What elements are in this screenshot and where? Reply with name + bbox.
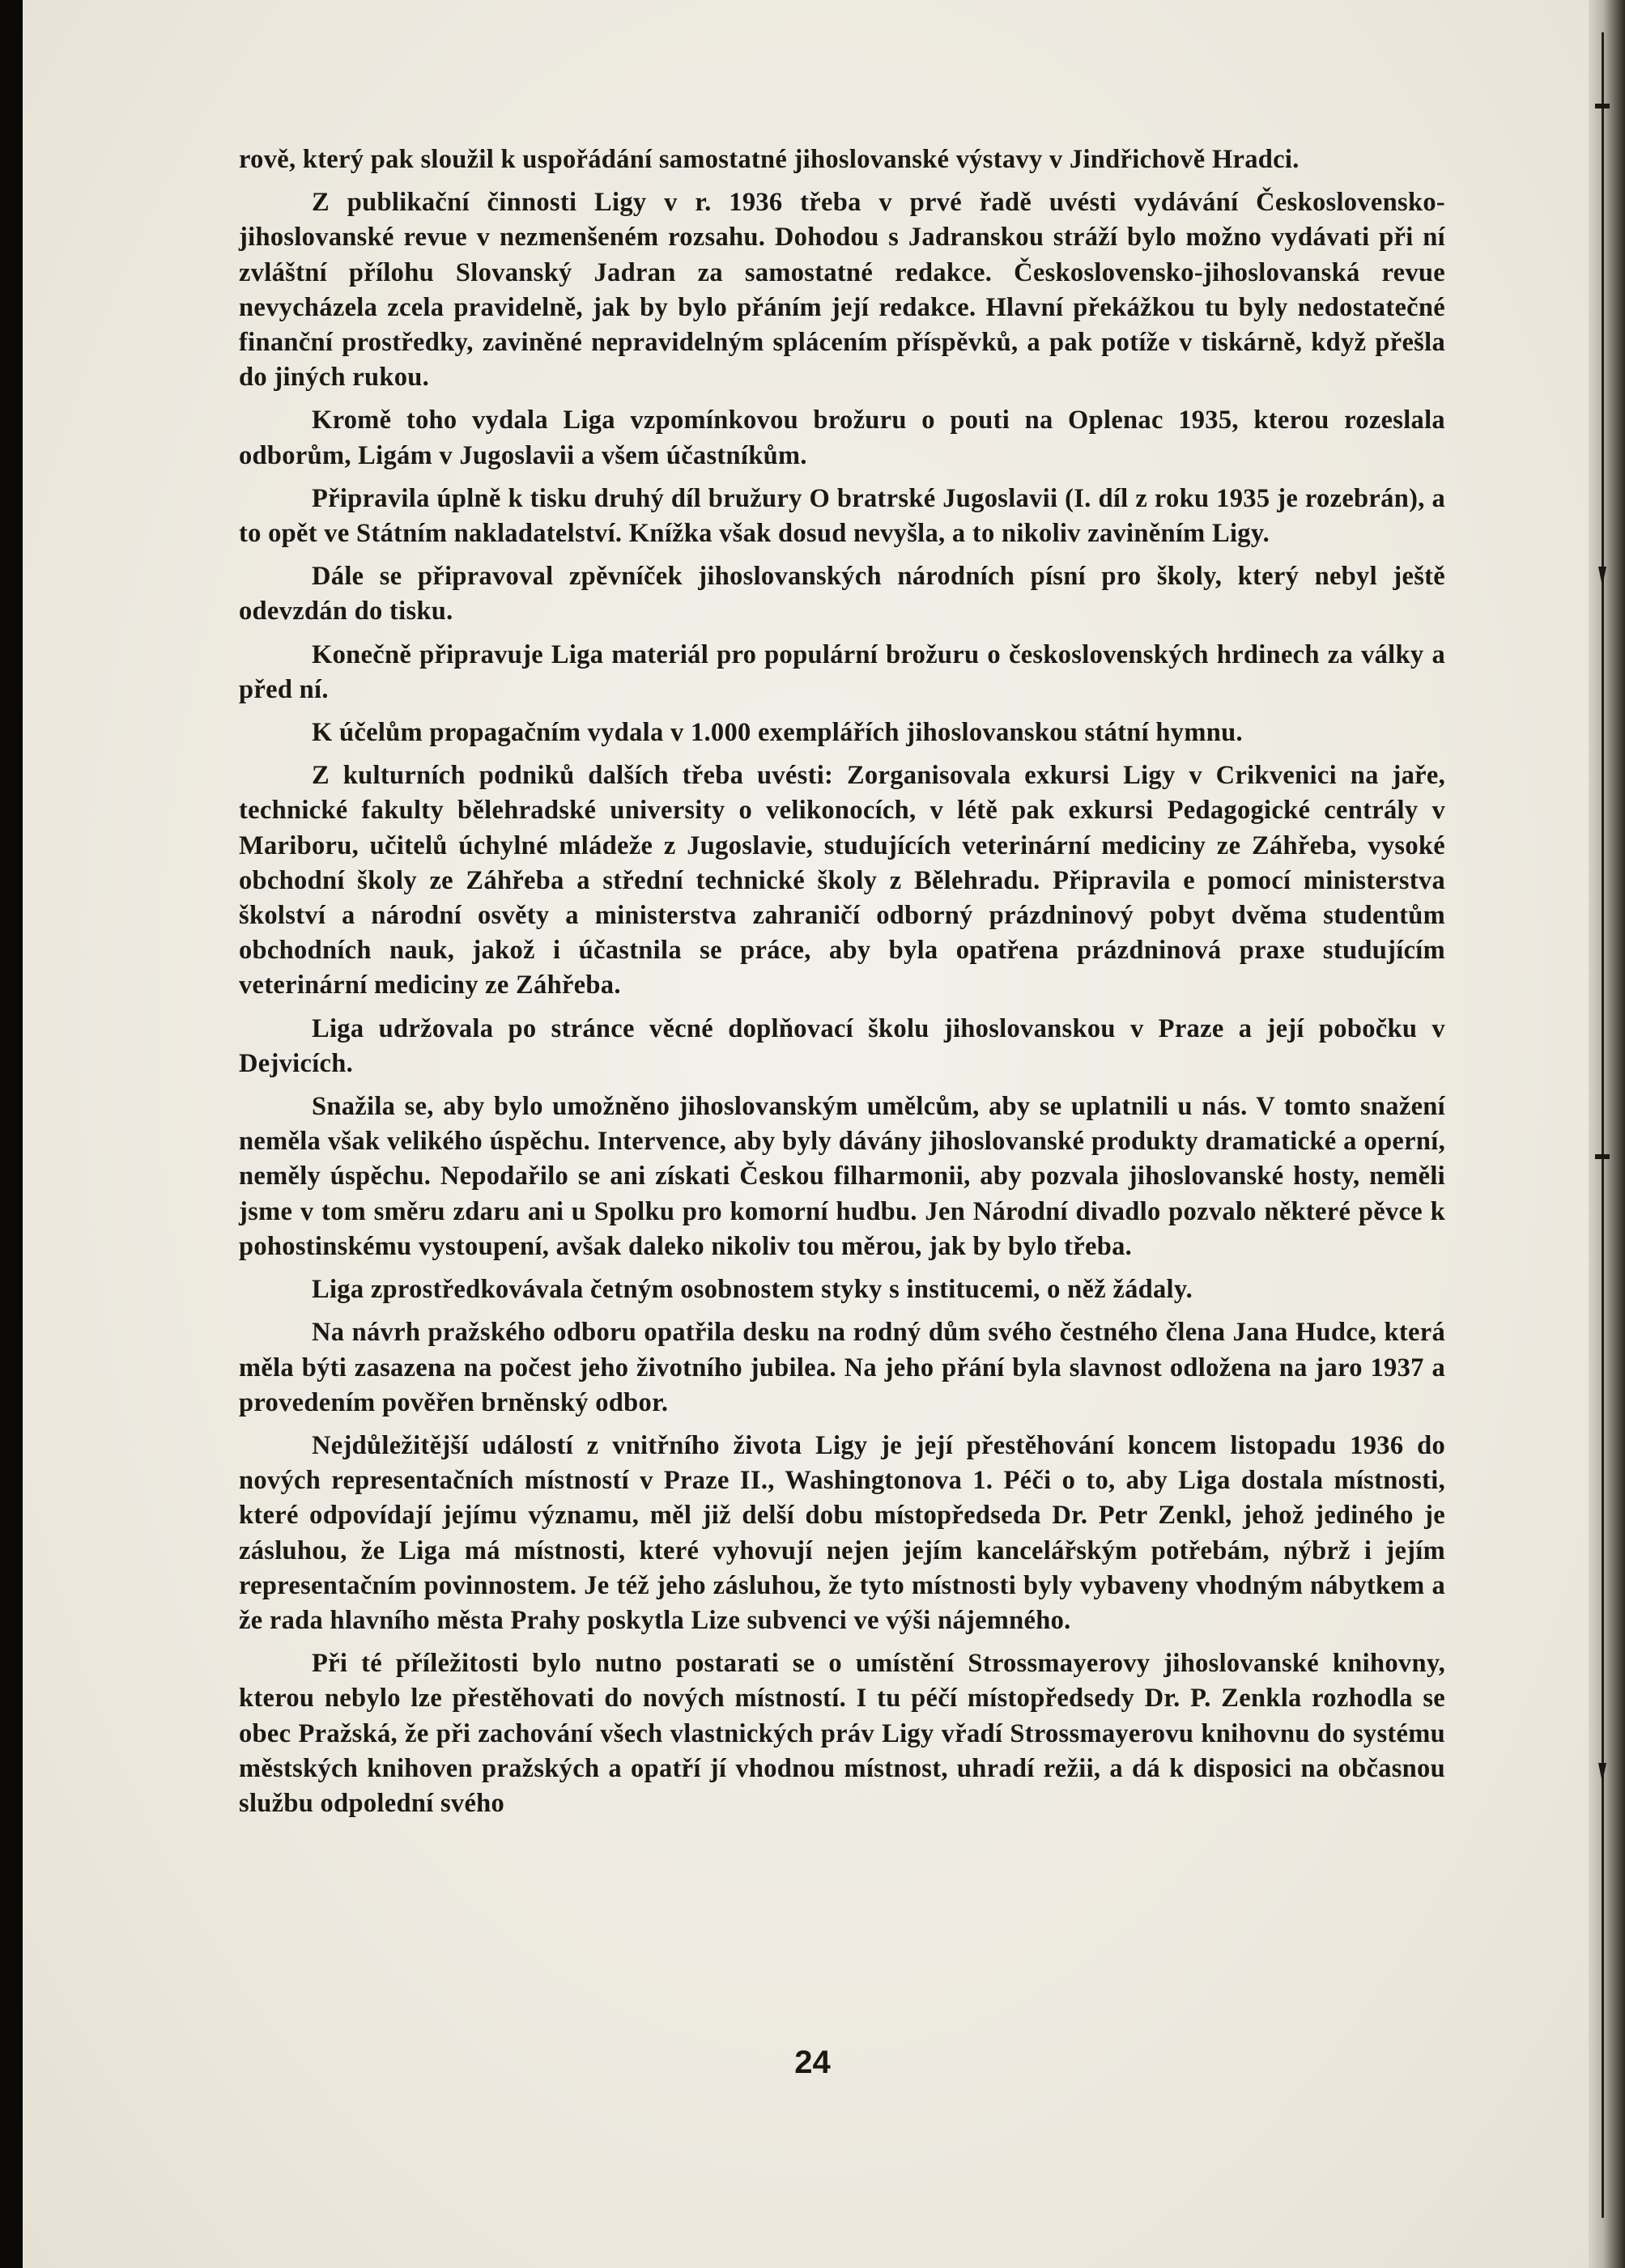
paragraph: Snažila se, aby bylo umožněno jihoslovanským umělcům, aby se uplatnili u nás. V tomto snažení neměla však velikého úspěchu. Intervence, aby byly dávány jihoslovanské produkty dramatické a operní, neměly úspěchu. Nepodařilo se ani získati Českou filharmonii, aby pozvala jihoslovanské hosty, neměli jsme v tom směru zdaru ani u Spolku pro komorní hudbu. Jen Národní divadlo pozvalo některé pěvce k pohostinskému vystoupení, avšak daleko nikoliv tou měrou, jak by bylo třeba. <box>239 1092 1445 1261</box>
paragraph: K účelům propagačním vydala v 1.000 exemplářích jihoslovanskou státní hymnu. <box>312 718 1243 748</box>
paragraph: Dále se připravoval zpěvníček jihoslovanských národních písní pro školy, který nebyl ještě odevzdán do tisku. <box>239 562 1445 626</box>
page-number: 24 <box>794 2045 831 2080</box>
binding-edge <box>1589 0 1625 2268</box>
paragraph: rově, který pak sloužil k uspořádání samostatné jihoslovanské výstavy v Jindřichově Hradci. <box>239 145 1300 174</box>
paragraph: Liga udržovala po stránce věcné doplňovací školu jihoslovanskou v Praze a její pobočku v Dejvicích. <box>239 1013 1445 1078</box>
paragraph: Z kulturních podniků dalších třeba uvésti: Zorganisovala exkursi Ligy v Crikvenici na jaře, technické fakulty bělehradské university o velikonocích, v létě pak exkursi Pedagogické centrály v Mariboru, učitelů úchylné mládeže z Jugoslavie, studujících veterinární mediciny ze Záhřeba, vysoké obchodní školy ze Záhřeba a střední technické školy z Bělehradu. Připravila e pomocí ministerstva školství a národní osvěty a ministerstva zahraničí odborný prázdninový pobyt dvěma studentům obchodních nauk, jakož i účastnila se práce, aby byla opatřena prázdninová praxe studujícím veterinární mediciny ze Záhřeba. <box>239 761 1445 1000</box>
paragraph: Připravila úplně k tisku druhý díl bružury O bratrské Jugoslavii (I. díl z roku 1935 je rozebrán), a to opět ve Státním nakladatelství. Knížka však dosud nevyšla, a to nikoliv zaviněním Ligy. <box>239 483 1445 549</box>
paragraph: Kromě toho vydala Liga vzpomínkovou brožuru o pouti na Oplenac 1935, kterou rozeslala odborům, Ligám v Jugoslavii a všem účastníkům. <box>239 406 1445 470</box>
paragraph: Na návrh pražského odboru opatřila desku na rodný dům svého čestného člena Jana Hudce, která měla býti zasazena na počest jeho životního jubilea. Na jeho přání byla slavnost odložena na jaro 1937 a provedením pověřen brněnský odbor. <box>239 1318 1445 1417</box>
paragraph: Z publikační činnosti Ligy v r. 1936 třeba v prvé řadě uvésti vydávání Československo-jihoslovanské revue v nezmenšeném rozsahu. Dohodou s Jadranskou stráží bylo možno vydávati při ní zvláštní přílohu Slovanský Jadran za samostatné redakce. Československo-jihoslovanská revue nevycházela zcela pravidelně, jak by bylo přáním její redakce. Hlavní překážkou tu byly nedostatečné finanční prostředky, zaviněné nepravidelným splácením příspěvků, a pak potíže v tiskárně, když přešla do jiných rukou. <box>239 188 1445 393</box>
body-text <box>239 142 1445 1829</box>
paragraph: Liga zprostředkovávala četným osobnostem styky s institucemi, o něž žádaly. <box>312 1275 1193 1305</box>
binding-mark <box>1595 1154 1610 1159</box>
binding-line <box>1602 32 1604 2218</box>
paragraph: Při té příležitosti bylo nutno postarati se o umístění Strossmayerovy jihoslovanské knihovny, kterou nebylo lze přestěhovati do nových místností. I tu péčí místopředsedy Dr. P. Zenkla rozhodla se obec Pražská, že při zachování všech vlastnických práv Ligy vřadí Strossmayerovu knihovnu do systému městských knihoven pražských a opatří jí vhodnou místnost, uhradí režii, a dá k disposici na občasnou službu odpolední svého <box>239 1649 1445 1818</box>
paragraph: Nejdůležitější událostí z vnitřního života Ligy je její přestěhování koncem listopadu 1936 do nových representačních místností v Praze II., Washingtonova 1. Péči o to, aby Liga dostala místnosti, které odpovídají jejímu významu, měl již delší dobu místopředseda Dr. Petr Zenkl, jehož jediného je zásluhou, že Liga má místnosti, které vyhovují nejen jejím kancelářským potřebám, nýbrž i jejím representačním povinnostem. Je též jeho zásluhou, že tyto místnosti byly vybaveny vhodným nábytkem a že rada hlavního města Prahy poskytla Lize subvenci ve výši nájemného. <box>239 1430 1445 1635</box>
binding-mark <box>1595 104 1610 108</box>
paragraph: Konečně připravuje Liga materiál pro populární brožuru o československých hrdinech za války a před ní. <box>239 639 1445 704</box>
